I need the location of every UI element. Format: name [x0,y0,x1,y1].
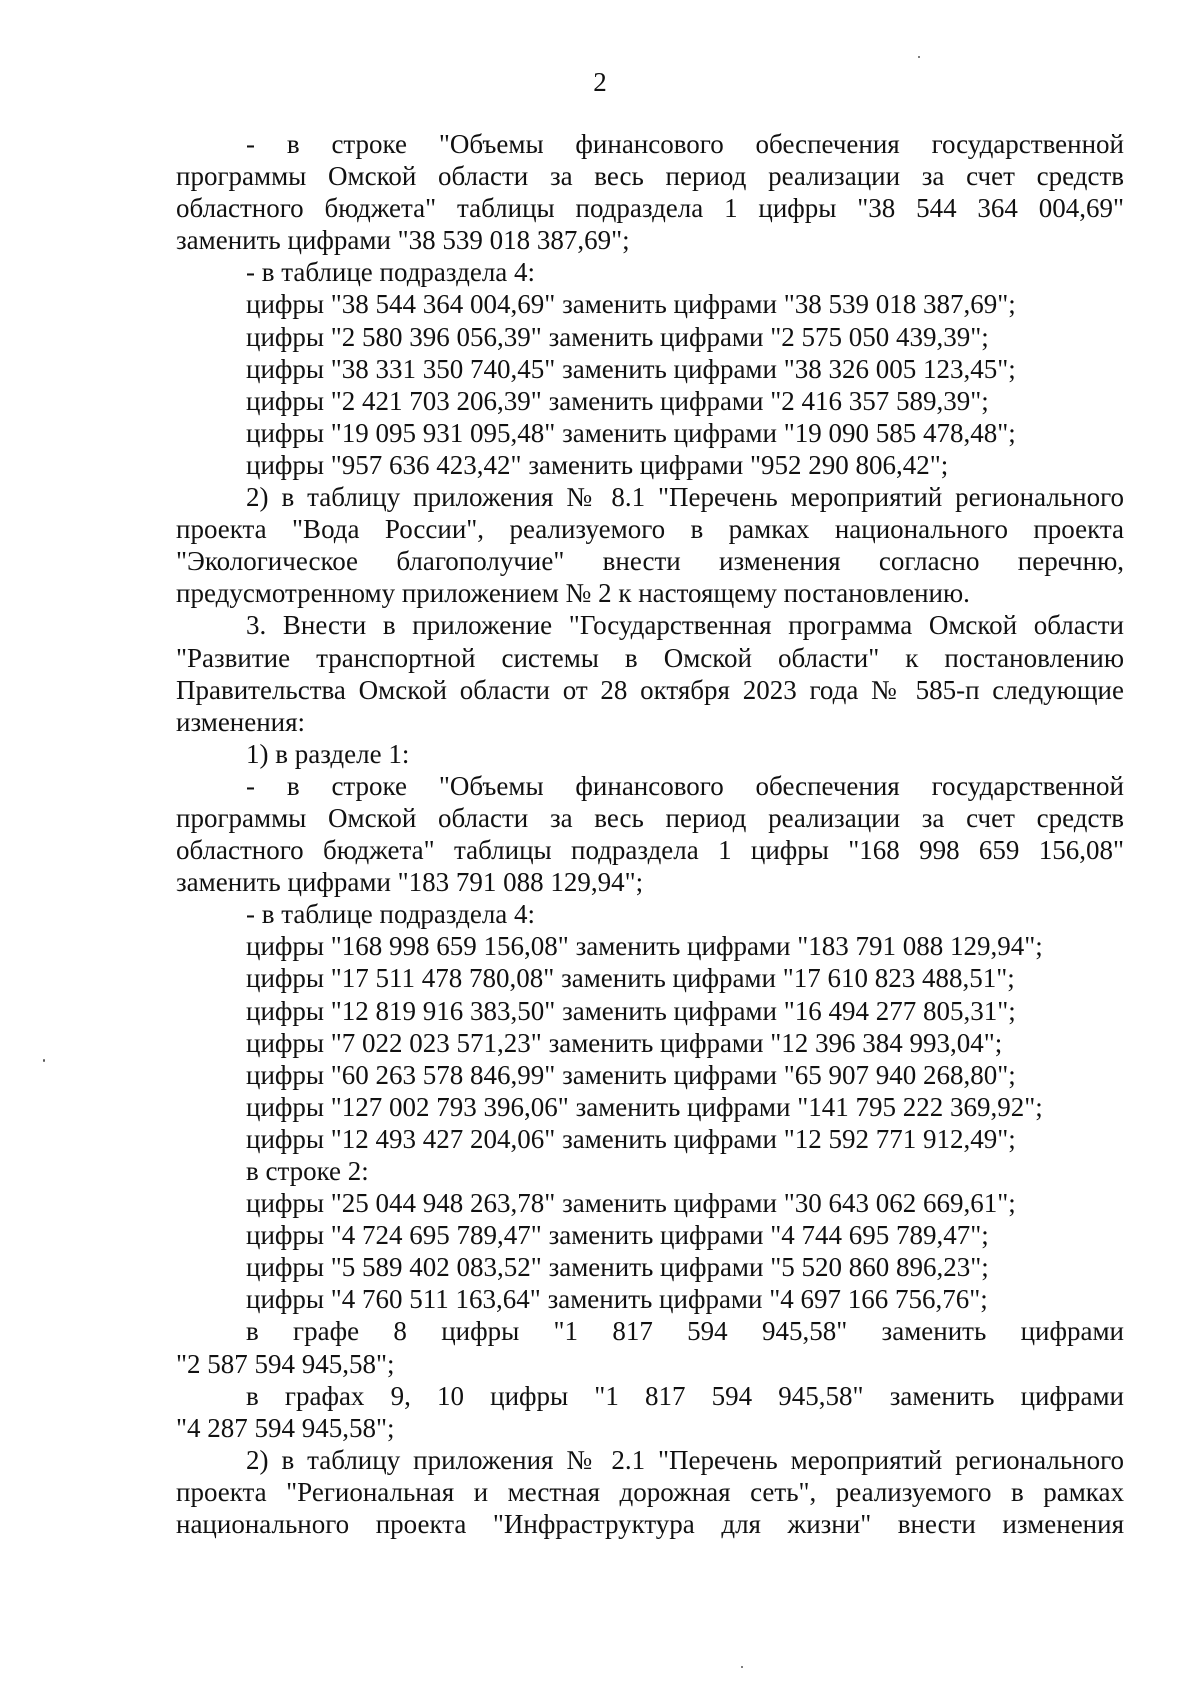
text-line: цифры "2 421 703 206,39" заменить цифрами "2 416 357 589,39"; [246,385,989,416]
text-line: цифры "4 724 695 789,47" заменить цифрами "4 744 695 789,47"; [246,1220,989,1251]
text-line: в графах 9, 10 цифры "1 817 594 945,58" заменить цифрами [246,1380,1124,1411]
scan-speck [741,1666,743,1668]
text-line: программы Омской области за весь период реализации за счет средств [176,802,1124,833]
text-line: "Экологическое благополучие" внести изменения согласно перечню, [176,546,1124,577]
text-line: "Развитие транспортной системы в Омской области" к постановлению [176,642,1124,673]
text-line: - в строке "Объемы финансового обеспечения государственной [246,770,1124,801]
text-line: цифры "2 580 396 056,39" заменить цифрами "2 575 050 439,39"; [246,321,989,352]
text-line: "4 287 594 945,58"; [176,1412,395,1443]
page-number: 2 [593,67,607,97]
text-line: цифры "4 760 511 163,64" заменить цифрами "4 697 166 756,76"; [246,1284,988,1315]
text-line: - в строке "Объемы финансового обеспечения государственной [246,129,1124,159]
text-line: цифры "25 044 948 263,78" заменить цифрами "30 643 062 669,61"; [246,1188,1016,1219]
text-line: - в таблице подраздела 4: [246,899,536,930]
text-line: цифры "168 998 659 156,08" заменить цифрами "183 791 088 129,94"; [246,931,1043,962]
text-line: в строке 2: [246,1156,369,1186]
text-line: цифры "60 263 578 846,99" заменить цифрами "65 907 940 268,80"; [246,1059,1016,1090]
text-line: цифры "19 095 931 095,48" заменить цифрами "19 090 585 478,48"; [246,417,1016,448]
text-line: цифры "38 544 364 004,69" заменить цифрами "38 539 018 387,69"; [246,289,1016,320]
text-line: заменить цифрами "183 791 088 129,94"; [176,867,644,898]
text-line: 2) в таблицу приложения № 2.1 "Перечень мероприятий регионального [246,1444,1124,1475]
scan-speck [43,1059,45,1062]
text-line: Правительства Омской области от 28 октября 2023 года № 585-п следующие [176,674,1124,705]
text-line: изменения: [176,706,306,737]
text-line: 3. Внести в приложение "Государственная программа Омской области [246,610,1124,641]
text-line: 1) в разделе 1: [246,738,410,769]
text-line: цифры "38 331 350 740,45" заменить цифрами "38 326 005 123,45"; [246,353,1016,384]
text-line: 2) в таблицу приложения № 8.1 "Перечень мероприятий регионального [246,482,1124,513]
scan-speck [918,56,920,58]
text-line: цифры "12 819 916 383,50" заменить цифрами "16 494 277 805,31"; [246,995,1016,1026]
text-line: областного бюджета" таблицы подраздела 1 цифры "38 544 364 004,69" [176,193,1124,224]
text-line: программы Омской области за весь период реализации за счет средств [176,161,1124,192]
text-line: предусмотренному приложением № 2 к настоящему постановлению. [176,578,970,609]
text-line: национального проекта "Инфраструктура для жизни" внести изменения [176,1509,1124,1540]
text-line: проекта "Региональная и местная дорожная сеть", реализуемого в рамках [176,1476,1124,1507]
text-line: областного бюджета" таблицы подраздела 1 цифры "168 998 659 156,08" [176,835,1124,866]
document-body [176,128,1124,1540]
text-line: в графе 8 цифры "1 817 594 945,58" заменить цифрами [246,1316,1124,1347]
text-line: цифры "7 022 023 571,23" заменить цифрами "12 396 384 993,04"; [246,1027,1003,1058]
text-line: проекта "Вода России", реализуемого в рамках национального проекта [176,514,1124,545]
text-line: цифры "12 493 427 204,06" заменить цифрами "12 592 771 912,49"; [246,1123,1016,1154]
text-line: цифры "5 589 402 083,52" заменить цифрами "5 520 860 896,23"; [246,1252,989,1283]
text-line: цифры "127 002 793 396,06" заменить цифрами "141 795 222 369,92"; [246,1091,1043,1122]
text-line: заменить цифрами "38 539 018 387,69"; [176,225,630,256]
text-line: цифры "17 511 478 780,08" заменить цифрами "17 610 823 488,51"; [246,963,1015,994]
text-line: "2 587 594 945,58"; [176,1348,395,1379]
text-line: - в таблице подраздела 4: [246,257,536,288]
text-line: цифры "957 636 423,42" заменить цифрами "952 290 806,42"; [246,449,949,480]
